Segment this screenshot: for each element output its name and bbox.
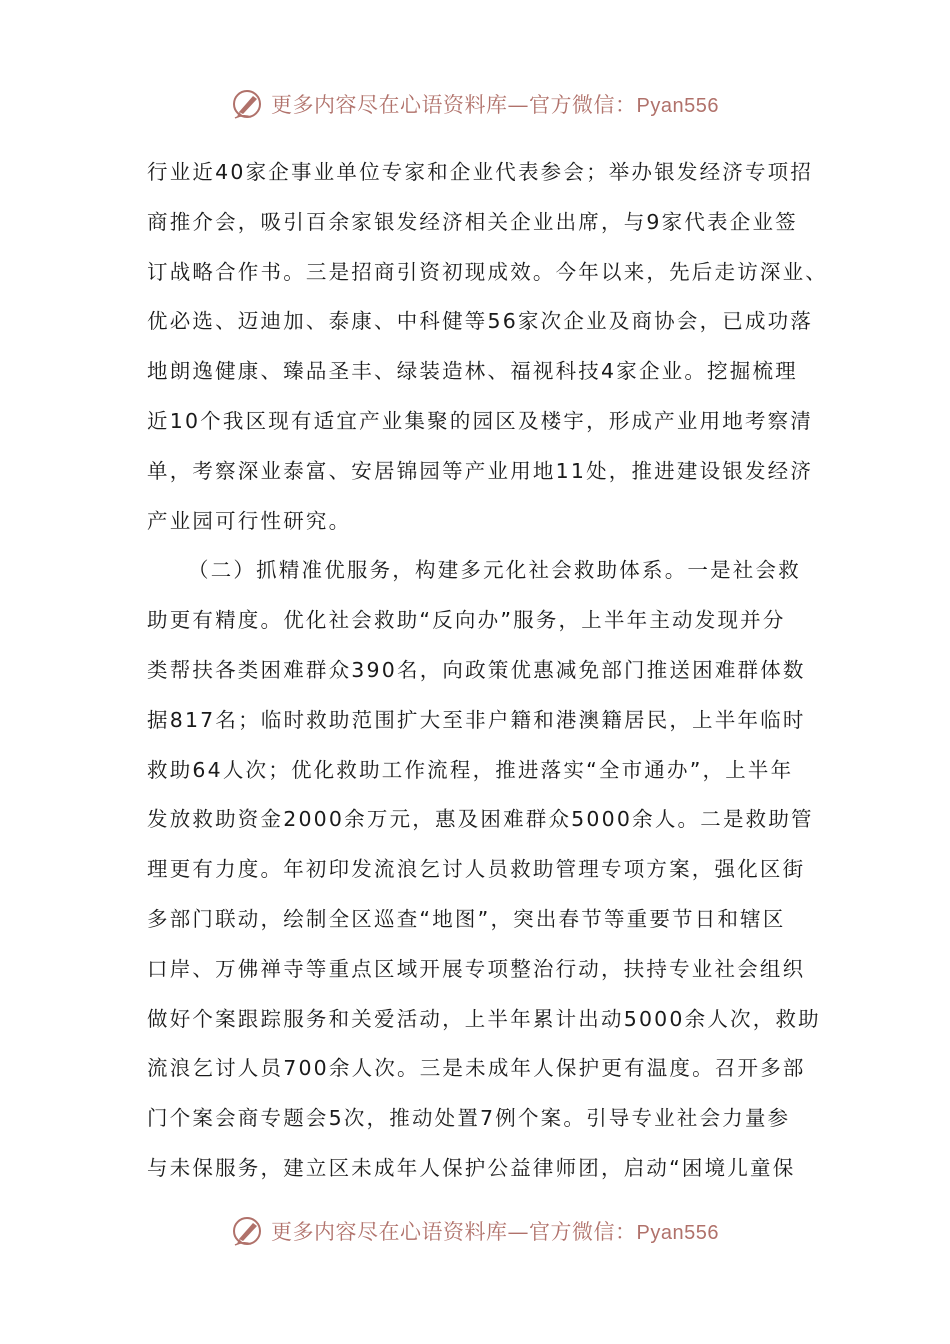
text-line: 救助64人次；优化救助工作流程，推进落实“全市通办”，上半年 xyxy=(147,757,794,782)
pen-seal-icon xyxy=(231,87,265,121)
text-line: 类帮扶各类困难群众390名，向政策优惠减免部门推送困难群体数 xyxy=(147,657,806,682)
text-line: 流浪乞讨人员700余人次。三是未成年人保护更有温度。召开多部 xyxy=(147,1056,806,1081)
text-line: 据817名；临时救助范围扩大至非户籍和港澳籍居民，上半年临时 xyxy=(147,707,806,732)
text-line: 近10个我区现有适宜产业集聚的园区及楼宇，形成产业用地考察清 xyxy=(147,408,814,433)
header-watermark xyxy=(0,84,950,124)
text-line: 订战略合作书。三是招商引资初现成效。今年以来，先后走访深业、 xyxy=(147,259,828,284)
text-line: 门个案会商专题会5次，推动处置7例个案。引导专业社会力量参 xyxy=(147,1106,791,1131)
text-line: 与未保服务，建立区未成年人保护公益律师团，启动“困境儿童保 xyxy=(147,1155,796,1180)
text-line: 发放救助资金2000余万元，惠及困难群众5000余人。二是救助管 xyxy=(147,807,814,832)
text-line: 产业园可行性研究。 xyxy=(147,508,352,533)
paragraph-start-line: （二）抓精准优服务，构建多元化社会救助体系。一是社会救 xyxy=(188,558,801,583)
text-line: 口岸、万佛禅寺等重点区域开展专项整治行动，扶持专业社会组织 xyxy=(147,956,806,981)
text-line: 多部门联动，绘制全区巡查“地图”，突出春节等重要节日和辖区 xyxy=(147,906,786,931)
footer-watermark xyxy=(0,1211,950,1251)
pen-seal-icon xyxy=(231,1214,265,1248)
text-line: 优必选、迈迪加、泰康、中科健等56家次企业及商协会，已成功落 xyxy=(147,309,814,334)
text-line: 做好个案跟踪服务和关爱活动，上半年累计出动5000余人次，救助 xyxy=(147,1006,821,1031)
text-line: 助更有精度。优化社会救助“反向办”服务，上半年主动发现并分 xyxy=(147,608,786,633)
text-line: 地朗逸健康、臻品圣丰、绿装造林、福视科技4家企业。挖掘梳理 xyxy=(147,359,798,384)
text-line: 商推介会，吸引百余家银发经济相关企业出席，与9家代表企业签 xyxy=(147,209,798,234)
watermark-text: 更多内容尽在心语资料库—官方微信：Pyan556 xyxy=(271,93,719,117)
text-line: 行业近40家企事业单位专家和企业代表参会；举办银发经济专项招 xyxy=(147,160,814,184)
text-line: 单，考察深业泰富、安居锦园等产业用地11处，推进建设银发经济 xyxy=(147,458,814,483)
document-body xyxy=(147,148,828,1194)
watermark-text: 更多内容尽在心语资料库—官方微信：Pyan556 xyxy=(271,1220,719,1244)
text-line: 理更有力度。年初印发流浪乞讨人员救助管理专项方案，强化区街 xyxy=(147,857,806,882)
